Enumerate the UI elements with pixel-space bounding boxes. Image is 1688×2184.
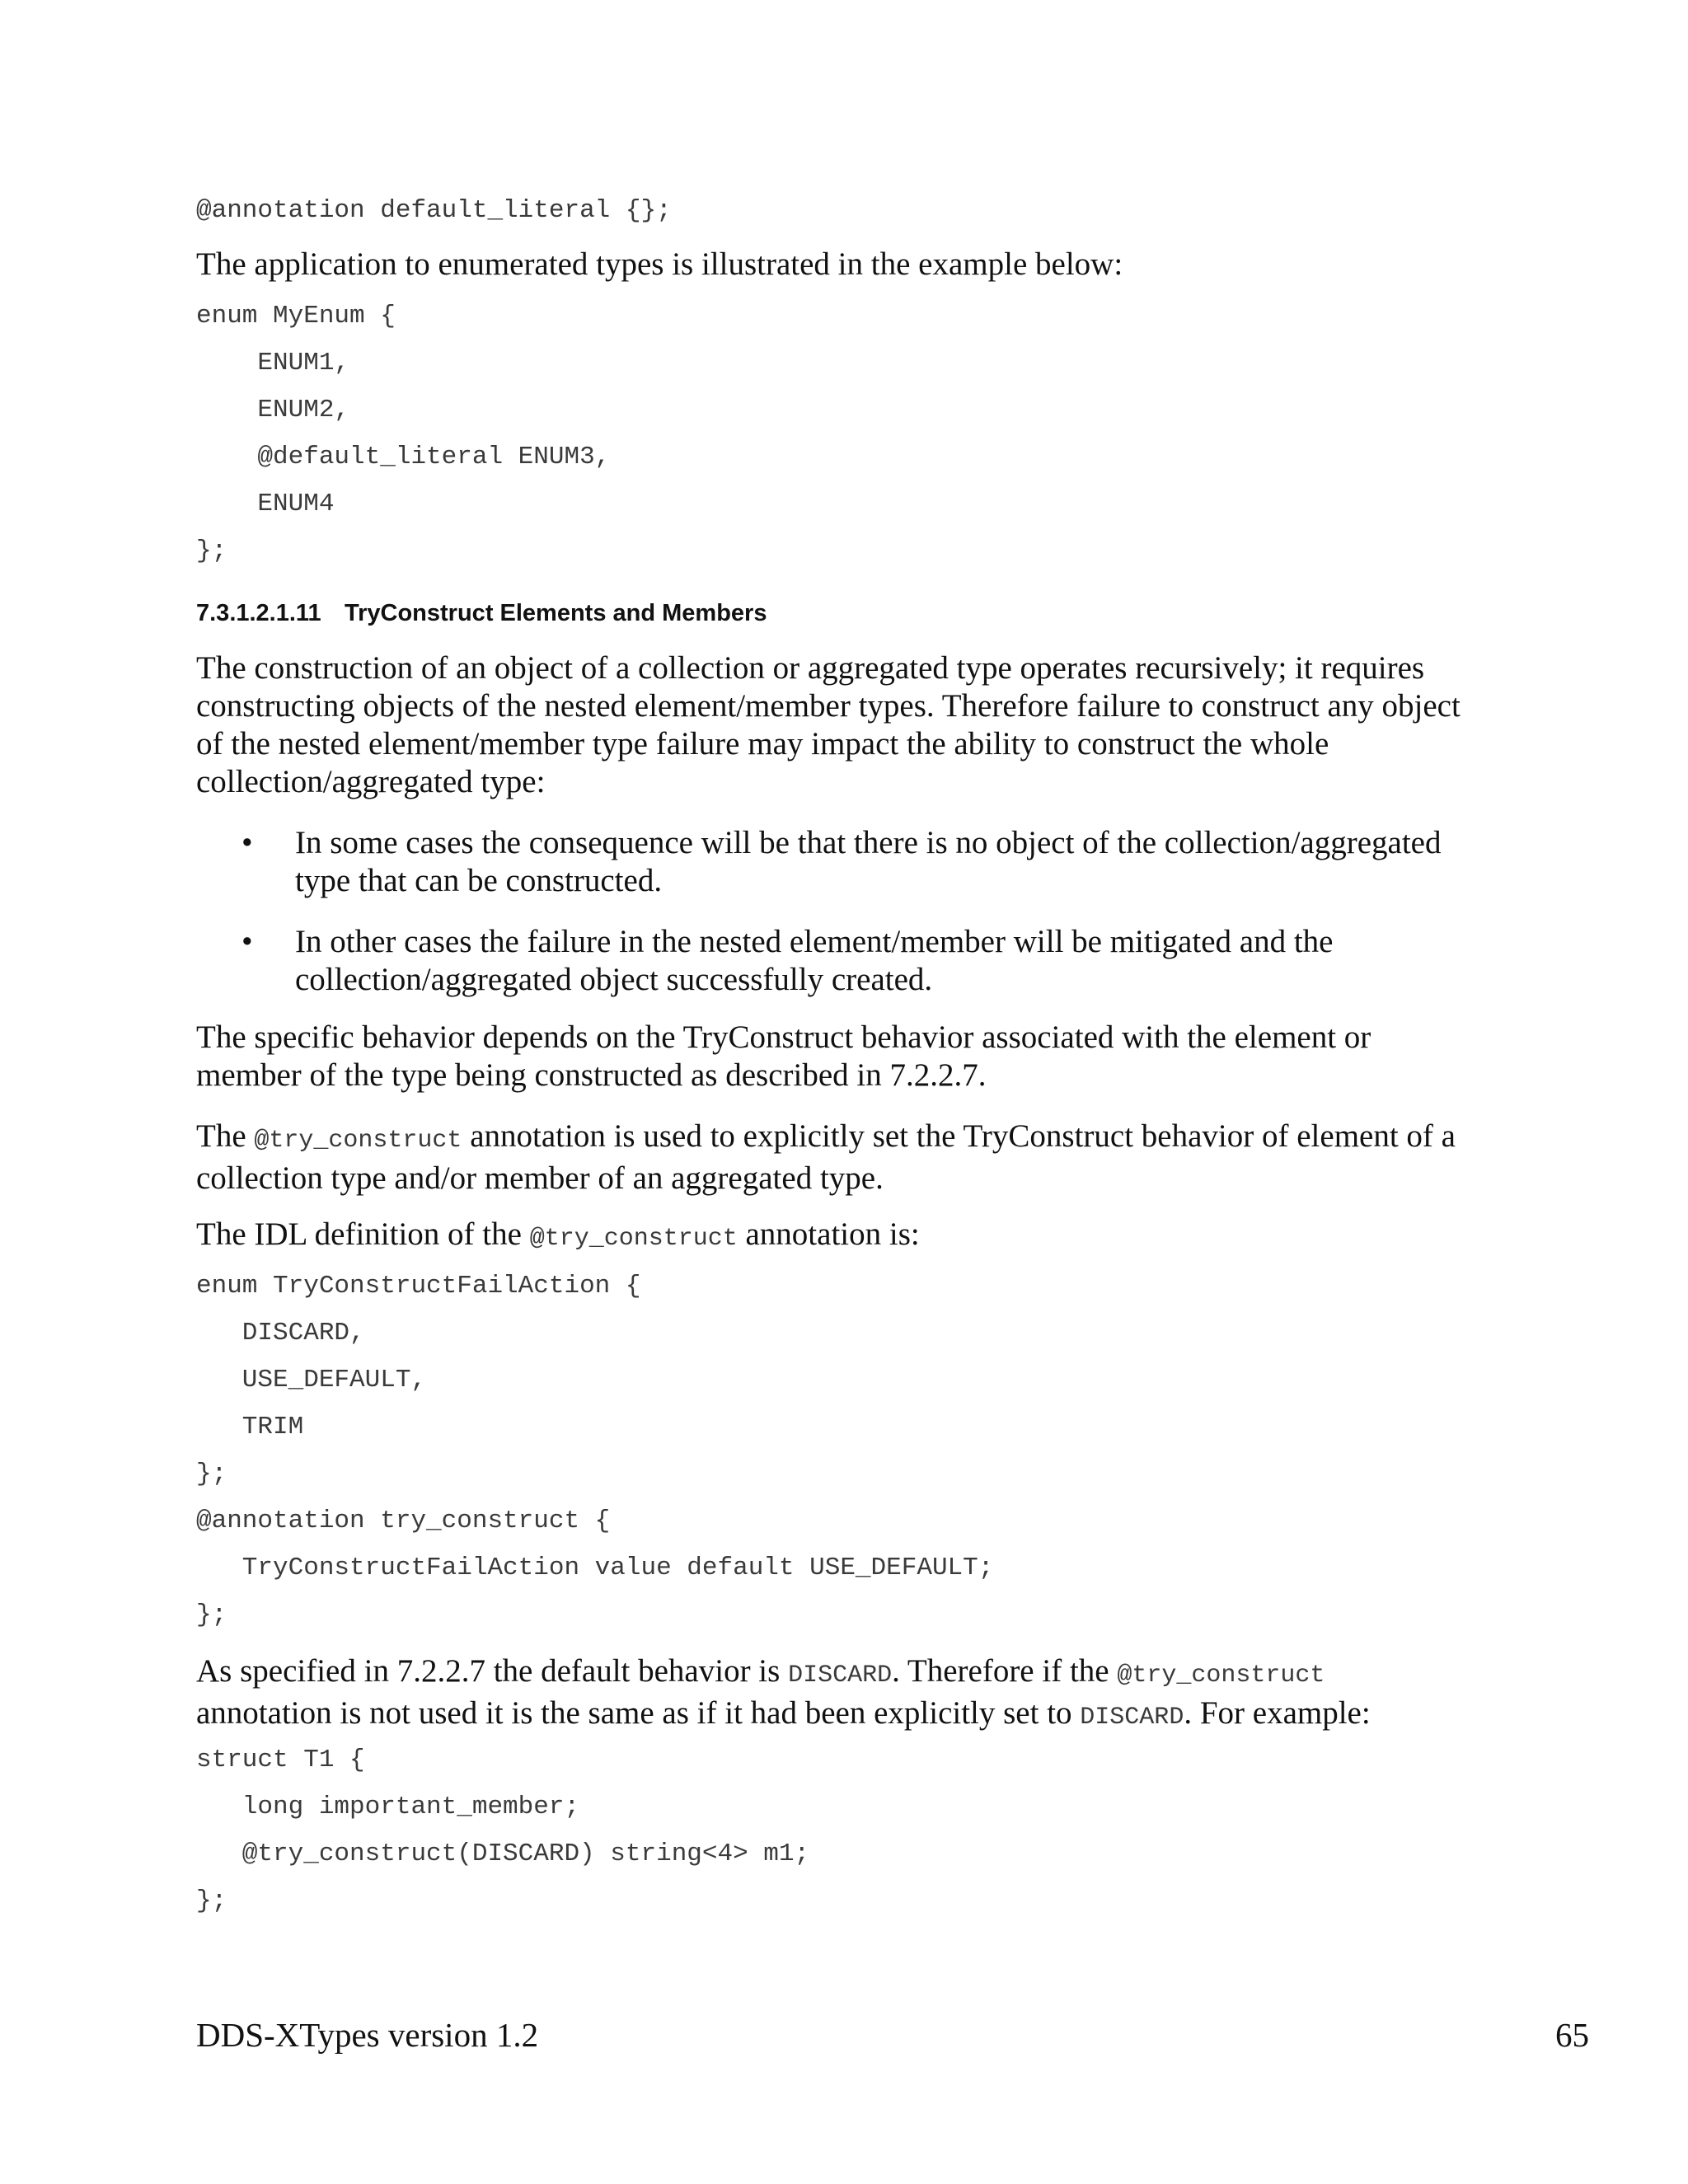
- text-run: The IDL definition of the: [196, 1216, 530, 1252]
- footer-page-number: 65: [1555, 2016, 1589, 2054]
- code-line: long important_member;: [196, 1793, 580, 1821]
- code-line: };: [196, 1460, 227, 1488]
- code-line: @annotation default_literal {};: [196, 196, 672, 225]
- code-line: ENUM2,: [196, 396, 350, 424]
- list-item: In other cases the failure in the nested element/member will be mitigated and the collection/aggregated object successfully created.: [295, 924, 1334, 997]
- inline-code: @try_construct: [529, 1225, 738, 1253]
- code-line: TRIM: [196, 1413, 304, 1441]
- paragraph-specific-behavior: The specific behavior depends on the TryConstruct behavior associated with the element or member of the type being constructed as described in 7.2.2.7.: [196, 1019, 1372, 1093]
- text-run: The: [196, 1118, 255, 1154]
- code-line: @try_construct(DISCARD) string<4> m1;: [196, 1840, 810, 1868]
- code-line: enum TryConstructFailAction {: [196, 1272, 641, 1301]
- code-line: TryConstructFailAction value default USE_DEFAULT;: [196, 1554, 994, 1582]
- text-run: annotation is not used it is the same as if it had been explicitly set to: [196, 1695, 1081, 1731]
- code-line: ENUM1,: [196, 349, 350, 377]
- code-line: @annotation try_construct {: [196, 1507, 611, 1535]
- section-title: TryConstruct Elements and Members: [345, 600, 767, 626]
- text-run: annotation is used to explicitly set the TryConstruct behavior of element of a collection type and/or member of an aggregated type.: [196, 1118, 1456, 1196]
- paragraph-construction: The construction of an object of a collection or aggregated type operates recursively; it requires constructing objects of the nested element/member types. Therefore failure to construct any object of the nested element/member type failure may impact the ability to construct the whole collection/aggregated type:: [196, 650, 1461, 799]
- code-line: ENUM4: [196, 490, 335, 518]
- bullet-marker: •: [241, 924, 253, 959]
- inline-code: @try_construct: [254, 1127, 462, 1155]
- code-line: };: [196, 1886, 227, 1915]
- paragraph-intro-enum: The application to enumerated types is illustrated in the example below:: [196, 246, 1123, 282]
- section-heading: [196, 599, 767, 627]
- code-line: };: [196, 537, 227, 565]
- text-run: As specified in 7.2.2.7 the default behavior is: [196, 1653, 789, 1689]
- footer-document-title: DDS-XTypes version 1.2: [196, 2016, 539, 2054]
- code-line: DISCARD,: [196, 1319, 365, 1347]
- code-line: enum MyEnum {: [196, 302, 396, 330]
- inline-code: DISCARD: [1080, 1704, 1184, 1732]
- paragraph-try-construct-usage: [196, 1118, 1465, 1197]
- code-line: struct T1 {: [196, 1746, 365, 1774]
- text-run: . Therefore if the: [892, 1653, 1118, 1689]
- bullet-marker: •: [241, 825, 253, 860]
- text-run: annotation is:: [737, 1216, 920, 1252]
- section-number: 7.3.1.2.1.11: [196, 600, 321, 626]
- inline-code: @try_construct: [1117, 1661, 1325, 1690]
- code-line: @default_literal ENUM3,: [196, 443, 611, 471]
- inline-code: DISCARD: [788, 1661, 893, 1690]
- code-line: USE_DEFAULT,: [196, 1366, 427, 1394]
- paragraph-default-behavior: [196, 1652, 1465, 1736]
- paragraph-idl-definition: [196, 1216, 1597, 1258]
- list-item: In some cases the consequence will be that there is no object of the collection/aggregated type that can be constructed.: [295, 825, 1442, 898]
- text-run: . For example:: [1184, 1695, 1371, 1731]
- code-line: };: [196, 1601, 227, 1629]
